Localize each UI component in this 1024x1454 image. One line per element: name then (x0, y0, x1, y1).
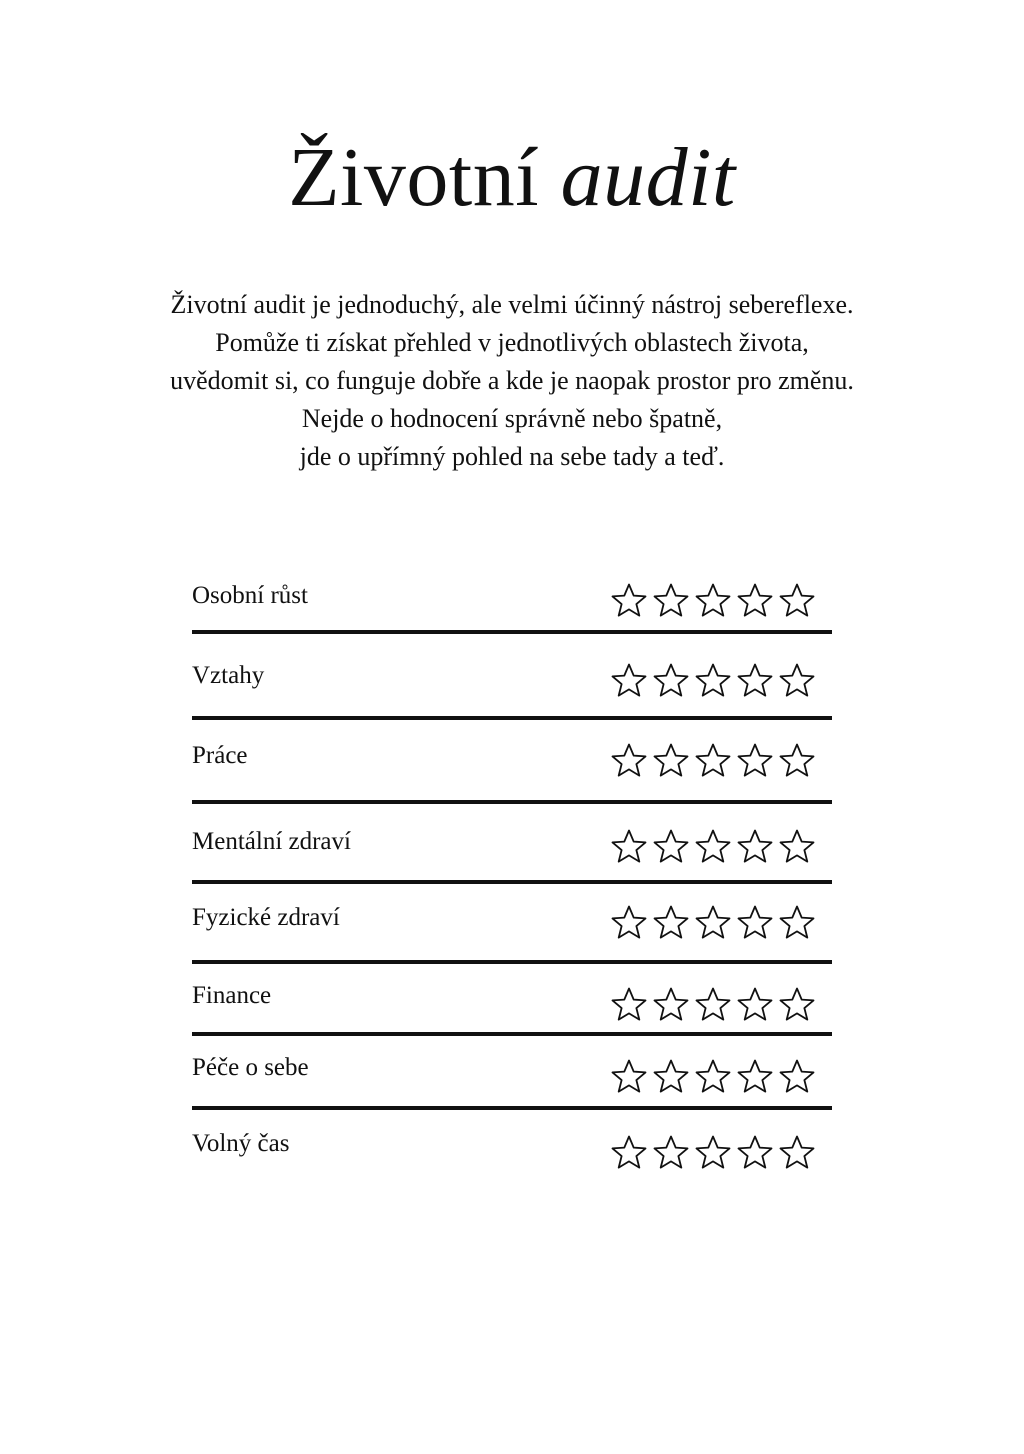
category-label: Vztahy (192, 662, 265, 689)
star-outline-icon[interactable] (652, 662, 690, 700)
star-rating (610, 662, 816, 700)
intro-line-4: Nejde o hodnocení správně nebo špatně, (301, 404, 723, 433)
star-outline-icon[interactable] (778, 904, 816, 942)
star-outline-icon[interactable] (610, 904, 648, 942)
star-outline-icon[interactable] (778, 582, 816, 620)
audit-row-pece-o-sebe (192, 1052, 832, 1092)
star-outline-icon[interactable] (610, 1058, 648, 1096)
star-outline-icon[interactable] (694, 828, 732, 866)
star-outline-icon[interactable] (610, 1134, 648, 1172)
star-outline-icon[interactable] (652, 986, 690, 1024)
row-divider (192, 960, 832, 964)
star-rating (610, 904, 816, 942)
audit-row-mentalni-zdravi (192, 826, 832, 866)
star-outline-icon[interactable] (610, 662, 648, 700)
title-plain: Životní (288, 131, 540, 224)
intro-line-1: Životní audit je jednoduchý, ale velmi účinný nástroj sebereflexe. (170, 290, 854, 319)
star-outline-icon[interactable] (778, 1058, 816, 1096)
star-outline-icon[interactable] (652, 1134, 690, 1172)
intro-line-5: jde o upřímný pohled na sebe tady a teď. (299, 442, 725, 471)
row-divider (192, 1106, 832, 1110)
category-label: Volný čas (192, 1130, 290, 1157)
category-label: Práce (192, 742, 248, 769)
star-outline-icon[interactable] (736, 662, 774, 700)
star-outline-icon[interactable] (610, 828, 648, 866)
audit-row-osobni-rust (192, 580, 832, 620)
title-italic: audit (560, 131, 736, 224)
category-label: Osobní růst (192, 582, 308, 609)
star-outline-icon[interactable] (778, 986, 816, 1024)
intro-line-2: Pomůže ti získat přehled v jednotlivých oblastech života, (215, 328, 809, 357)
intro-text (0, 286, 1024, 476)
star-outline-icon[interactable] (610, 742, 648, 780)
star-outline-icon[interactable] (610, 582, 648, 620)
star-outline-icon[interactable] (778, 662, 816, 700)
category-label: Mentální zdraví (192, 828, 351, 855)
star-outline-icon[interactable] (652, 742, 690, 780)
star-outline-icon[interactable] (778, 1134, 816, 1172)
row-divider (192, 630, 832, 634)
star-rating (610, 582, 816, 620)
row-divider (192, 800, 832, 804)
star-outline-icon[interactable] (736, 828, 774, 866)
star-outline-icon[interactable] (652, 1058, 690, 1096)
star-outline-icon[interactable] (736, 1134, 774, 1172)
category-label: Péče o sebe (192, 1054, 309, 1081)
star-outline-icon[interactable] (652, 582, 690, 620)
star-outline-icon[interactable] (694, 582, 732, 620)
row-divider (192, 1032, 832, 1036)
star-outline-icon[interactable] (694, 1134, 732, 1172)
star-outline-icon[interactable] (652, 904, 690, 942)
star-rating (610, 742, 816, 780)
star-outline-icon[interactable] (652, 828, 690, 866)
star-outline-icon[interactable] (694, 986, 732, 1024)
star-outline-icon[interactable] (736, 742, 774, 780)
audit-row-vztahy (192, 660, 832, 700)
audit-row-volny-cas (192, 1128, 832, 1168)
star-outline-icon[interactable] (778, 828, 816, 866)
intro-line-3: uvědomit si, co funguje dobře a kde je naopak prostor pro změnu. (170, 366, 854, 395)
star-outline-icon[interactable] (694, 1058, 732, 1096)
star-rating (610, 1134, 816, 1172)
star-rating (610, 828, 816, 866)
row-divider (192, 716, 832, 720)
star-rating (610, 986, 816, 1024)
audit-row-fyzicke-zdravi (192, 902, 832, 942)
row-divider (192, 880, 832, 884)
star-outline-icon[interactable] (736, 582, 774, 620)
page-title (0, 128, 1024, 228)
star-outline-icon[interactable] (694, 904, 732, 942)
star-outline-icon[interactable] (736, 1058, 774, 1096)
category-label: Fyzické zdraví (192, 904, 340, 931)
star-outline-icon[interactable] (694, 662, 732, 700)
category-label: Finance (192, 982, 272, 1009)
star-outline-icon[interactable] (778, 742, 816, 780)
audit-row-finance (192, 980, 832, 1020)
star-rating (610, 1058, 816, 1096)
star-outline-icon[interactable] (610, 986, 648, 1024)
star-outline-icon[interactable] (736, 904, 774, 942)
star-outline-icon[interactable] (736, 986, 774, 1024)
star-outline-icon[interactable] (694, 742, 732, 780)
audit-row-prace (192, 740, 832, 780)
